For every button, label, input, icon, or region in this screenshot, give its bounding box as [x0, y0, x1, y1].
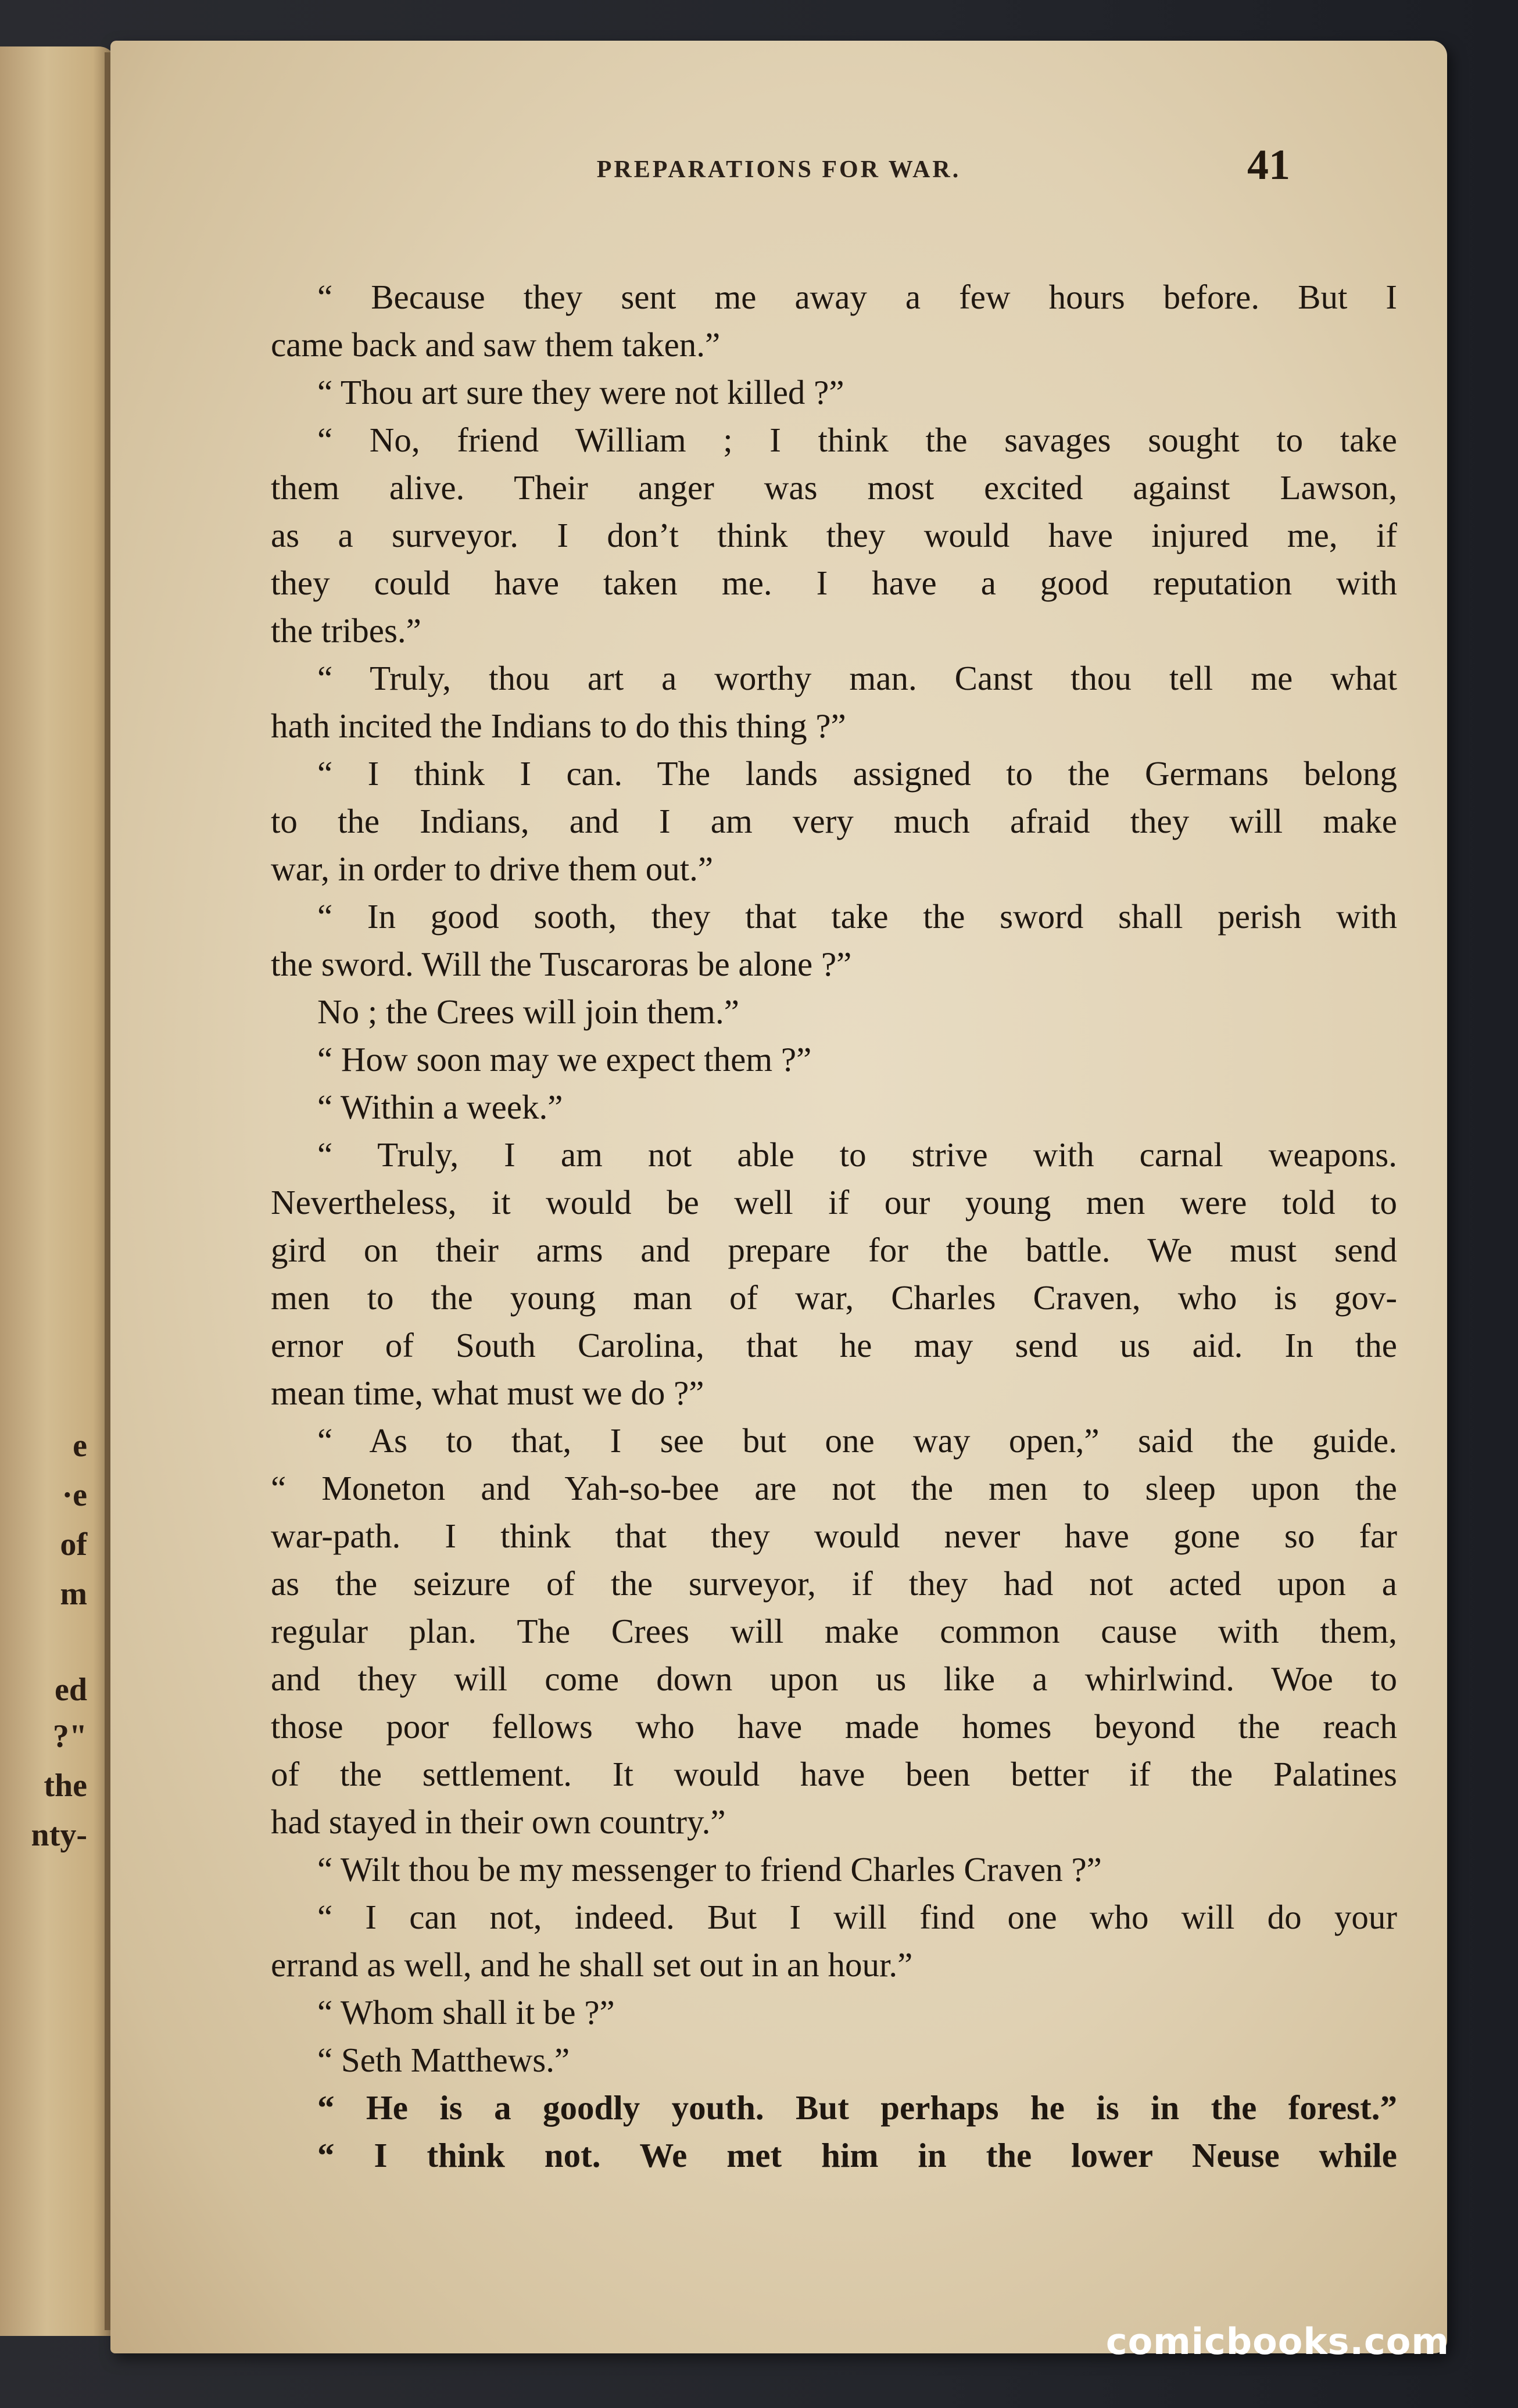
running-head: PREPARATIONS FOR WAR.: [596, 156, 961, 183]
left-page-fragment: the: [44, 1768, 87, 1804]
text-line: men to the young man of war, Charles Craven, who is gov-: [271, 1278, 1397, 1317]
text-line: “ As to that, I see but one way open,” said the guide.: [317, 1421, 1397, 1460]
text-line: No ; the Crees will join them.”: [317, 992, 739, 1031]
text-line: gird on their arms and prepare for the battle. We must send: [271, 1231, 1397, 1269]
text-line: and they will come down upon us like a whirlwind. Woe to: [271, 1660, 1397, 1698]
text-line: “ No, friend William ; I think the savages sought to take: [317, 421, 1397, 459]
left-page-fragment: of: [60, 1526, 87, 1563]
watermark: comicbooks.com: [1105, 2320, 1449, 2363]
text-line: “ Thou art sure they were not killed ?”: [317, 373, 844, 411]
text-line: the tribes.”: [271, 611, 421, 650]
book-page: [110, 41, 1447, 2353]
text-line: “ Whom shall it be ?”: [317, 1993, 615, 2031]
text-line: “ He is a goodly youth. But perhaps he is in the forest.”: [317, 2088, 1397, 2127]
text-line: ernor of South Carolina, that he may send us aid. In the: [271, 1326, 1397, 1364]
text-line: had stayed in their own country.”: [271, 1803, 726, 1841]
text-line: “ Because they sent me away a few hours before. But I: [317, 278, 1397, 316]
text-line: “ I think I can. The lands assigned to the Germans belong: [317, 754, 1397, 793]
text-line: “ Truly, thou art a worthy man. Canst thou tell me what: [317, 659, 1397, 697]
left-page-fragment: ?": [52, 1718, 87, 1754]
left-page-fragment: ed: [55, 1672, 87, 1708]
text-line: “ Seth Matthews.”: [317, 2041, 570, 2079]
left-page-fragment: ·e: [62, 1477, 87, 1513]
text-line: mean time, what must we do ?”: [271, 1374, 704, 1412]
text-line: came back and saw them taken.”: [271, 325, 721, 364]
text-line: “ I can not, indeed. But I will find one who will do your: [317, 1898, 1397, 1936]
text-line: as the seizure of the surveyor, if they had not acted upon a: [271, 1564, 1397, 1603]
text-line: to the Indians, and I am very much afraid they will make: [271, 802, 1397, 840]
text-line: “ Within a week.”: [317, 1088, 563, 1126]
text-line: war, in order to drive them out.”: [271, 850, 714, 888]
text-line: “ How soon may we expect them ?”: [317, 1040, 812, 1078]
left-page-fragment: nty-: [31, 1817, 87, 1853]
page-number: 41: [1247, 141, 1290, 189]
text-line: “ Moneton and Yah-so-bee are not the men to sleep upon the: [271, 1469, 1397, 1507]
text-line: hath incited the Indians to do this thing ?”: [271, 707, 846, 745]
text-line: “ In good sooth, they that take the sword shall perish with: [317, 897, 1397, 936]
text-line: them alive. Their anger was most excited against Lawson,: [271, 468, 1397, 507]
text-line: regular plan. The Crees will make common cause with them,: [271, 1612, 1397, 1650]
left-facing-page: [0, 46, 116, 2336]
body-text: [271, 273, 1397, 2179]
left-page-fragment: e: [73, 1428, 87, 1464]
text-line: those poor fellows who have made homes beyond the reach: [271, 1707, 1397, 1746]
text-line: “ Truly, I am not able to strive with carnal weapons.: [317, 1135, 1397, 1174]
text-line: they could have taken me. I have a good reputation with: [271, 564, 1397, 602]
text-line: Nevertheless, it would be well if our young men were told to: [271, 1183, 1397, 1221]
text-line: war-path. I think that they would never have gone so far: [271, 1517, 1397, 1555]
text-line: as a surveyor. I don’t think they would have injured me, if: [271, 516, 1397, 554]
text-line: “ I think not. We met him in the lower Neuse while: [317, 2136, 1397, 2174]
text-line: “ Wilt thou be my messenger to friend Charles Craven ?”: [317, 1850, 1102, 1889]
text-line: the sword. Will the Tuscaroras be alone ?”: [271, 945, 852, 983]
text-line: of the settlement. It would have been better if the Palatines: [271, 1755, 1397, 1793]
text-line: errand as well, and he shall set out in an hour.”: [271, 1945, 913, 1984]
left-page-fragment: m: [60, 1576, 87, 1612]
